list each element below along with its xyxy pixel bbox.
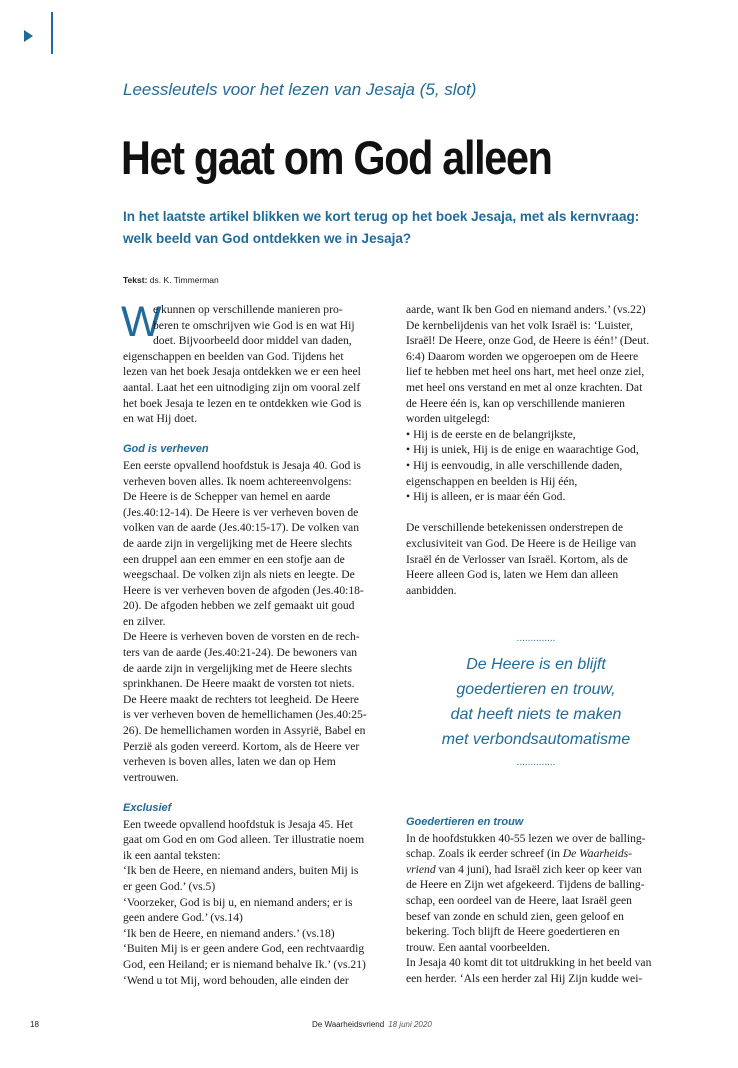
body-line: Perzië als goden vereerd. Kortom, als de Heere ver: [123, 739, 360, 753]
body-line: eigenschappen en beelden van God. Tijdens het: [123, 349, 344, 363]
intro-line: In het laatste artikel blikken we kort terug op het boek Jesaja, met als kernvraag:: [123, 209, 640, 224]
body-line: [406, 862, 668, 878]
subheading-goedertieren-en-trouw: Goedertieren en trouw: [406, 816, 524, 828]
body-line: lief te hebben met heel ons hart, met heel onze ziel,: [406, 365, 645, 379]
bullet-item: • Hij is de eerste en de belangrijkste,: [406, 427, 668, 443]
bullet-item: • Hij is eenvoudig, in alle verschillende daden,: [406, 458, 668, 474]
body-line: met heel ons verstand en met al onze krachten. Dat: [406, 380, 643, 394]
body-line: geen andere God.’ (vs.14): [123, 911, 243, 925]
body-line: verheven is boven alles, laten we dan op Hem: [123, 755, 336, 769]
series-kicker: Leessleutels voor het lezen van Jesaja (5, slot): [123, 80, 477, 99]
body-line: schap, een oordeel van de Heere, laat Israël geen: [406, 893, 632, 907]
intro-line: welk beeld van God ontdekken we in Jesaja?: [123, 231, 412, 246]
body-line: verheven boven alles. Ik noem achtereenvolgens:: [123, 474, 352, 488]
section-marker-triangle-icon: [24, 30, 33, 42]
body-line: Heere alleen God is, laten we Hem dan alleen: [406, 568, 619, 582]
body-line: 20). De afgoden hebben we zelf gemaakt uit goud: [123, 599, 355, 613]
body-line: er geen God.’ (vs.5): [123, 879, 216, 893]
body-line: lezen van het boek Jesaja ontdekken we er een heel: [123, 365, 361, 379]
magazine-reference-cont: vriend: [406, 862, 436, 876]
magazine-name: De Waarheidsvriend: [312, 1020, 385, 1029]
body-line: [406, 846, 668, 862]
byline: [123, 275, 219, 285]
section-marker-line: [51, 12, 53, 54]
body-line: aanbidden.: [406, 583, 457, 597]
subheading-exclusief: Exclusief: [123, 802, 172, 814]
pull-quote-line: goedertieren en trouw,: [456, 681, 616, 698]
body-line: e kunnen op verschillende manieren pro-: [153, 303, 343, 316]
body-line: is ver verheven boven de hemellichamen (Jes.40:25-: [123, 708, 367, 722]
byline-author: ds. K. Timmerman: [149, 275, 219, 285]
body-line: Een eerste opvallend hoofdstuk is Jesaja 40. God is: [123, 458, 361, 472]
body-line: De verschillende betekenissen onderstrepen de: [406, 521, 623, 535]
body-line: ik een aantal teksten:: [123, 848, 221, 862]
body-line: aarde, want Ik ben God en niemand anders.’ (vs.22): [406, 303, 646, 316]
body-line: (Jes.40:12-14). De Heere is ver verheven boven de: [123, 505, 359, 519]
article-title: Het gaat om God alleen: [121, 131, 552, 184]
body-line: exclusiviteit van God. De Heere is de Heilige van: [406, 536, 637, 550]
body-line: en zilver.: [123, 614, 166, 628]
body-line: ters van de aarde (Jes.40:21-24). De bewoners van: [123, 646, 358, 660]
drop-cap: W: [121, 298, 162, 346]
body-line: sprinkhanen. De Heere maakt de vorsten tot niets.: [123, 677, 355, 691]
body-line: aantal. Laat het een uitnodiging zijn om vooral zelf: [123, 380, 361, 394]
subheading-god-is-verheven: God is verheven: [123, 443, 209, 456]
issue-date: 18 juni 2020: [388, 1020, 432, 1029]
body-line: doet. Bijvoorbeeld door middel van daden,: [153, 334, 352, 348]
body-line: De kernbelijdenis van het volk Israël is: ‘Luister,: [406, 318, 633, 332]
bullet-item: • Hij is alleen, er is maar één God.: [406, 489, 668, 505]
body-line: trouw. Een aantal voorbeelden.: [406, 940, 550, 954]
body-line: besef van zonde en schuld zien, geen geloof en: [406, 909, 624, 923]
body-line: ‘Voorzeker, God is bij u, en niemand anders; er is: [123, 895, 353, 909]
body-line: ‘Buiten Mij is er geen andere God, een rechtvaardig: [123, 942, 365, 956]
body-line: Heere is ver verheven boven de afgoden (Jes.40:18-: [123, 583, 364, 597]
pull-quote-line: dat heeft niets te maken: [450, 706, 622, 723]
text-column-right-lower: [406, 815, 668, 987]
body-line: een herder. ‘Als een herder zal Hij Zijn kudde wei-: [406, 971, 643, 985]
body-line: volken van de aarde (Jes.40:15-17). De volken van: [123, 521, 359, 535]
body-text: van 4 juni), had Israël zich keer op keer van: [435, 862, 642, 876]
body-line: 26). De hemellichamen worden in Assyrië, Babel en: [123, 724, 366, 738]
text-column-right: [406, 302, 668, 598]
body-line: De Heere maakt de rechters tot leegheid. De Heere: [123, 692, 359, 706]
body-line: De Heere is de Schepper van hemel en aarde: [123, 490, 331, 504]
body-line: 6:4) Daarom worden we opgeroepen om de Heere: [406, 349, 639, 363]
body-line: weegschaal. De volken zijn als niets en leegte. De: [123, 568, 355, 582]
page-number: 18: [30, 1020, 39, 1029]
magazine-footer: [312, 1020, 432, 1029]
body-line: ‘Wend u tot Mij, word behouden, alle einden der: [123, 973, 349, 987]
body-line: Israël! De Heere, onze God, de Heere is één!’ (Deut.: [406, 334, 650, 348]
body-line: de Heere en Zijn wet afgekeerd. Tijdens de balling-: [406, 878, 645, 892]
body-line: vertrouwen.: [123, 770, 179, 784]
body-line: beren te omschrijven wie God is en wat Hij: [153, 318, 355, 332]
body-line: de aarde zijn in vergelijking met de Heere slechts: [123, 536, 352, 550]
pull-quote-line: met verbondsautomatisme: [441, 731, 631, 748]
body-line: Een tweede opvallend hoofdstuk is Jesaja 45. Het: [123, 817, 353, 831]
body-line: gaat om God en om God alleen. Ter illustratie noem: [123, 833, 365, 847]
pull-quote-dots-bottom: ..............: [516, 757, 556, 768]
body-line: worden uitgelegd:: [406, 412, 491, 426]
body-line: een druppel aan een emmer en een stofje aan de: [123, 552, 345, 566]
byline-label: Tekst:: [123, 275, 148, 285]
body-line: De Heere is verheven boven de vorsten en de rech-: [123, 630, 360, 644]
body-line: ‘Ik ben de Heere, en niemand anders, buiten Mij is: [123, 864, 359, 878]
body-line: In Jesaja 40 komt dit tot uitdrukking in het beeld van: [406, 956, 652, 970]
body-line: het boek Jesaja te lezen en te ontdekken wie God is: [123, 396, 362, 410]
body-line: In de hoofdstukken 40-55 lezen we over de balling-: [406, 831, 646, 845]
body-line: ‘Ik ben de Heere, en niemand anders.’ (vs.18): [123, 926, 335, 940]
body-line: God, een Heiland; er is niemand behalve Ik.’ (vs.21): [123, 957, 366, 971]
magazine-reference: De Waarheids-: [562, 847, 633, 861]
pull-quote-dots-top: ..............: [516, 633, 556, 644]
body-line: Israël én de Verlosser van Israël. Kortom, als de: [406, 552, 628, 566]
body-line: de Heere één is, kan op verschillende manieren: [406, 396, 625, 410]
pull-quote: [420, 632, 652, 770]
body-line: bekering. Toch blijft de Heere goedertieren en: [406, 925, 620, 939]
article-intro: [123, 206, 640, 250]
body-text: schap. Zoals ik eerder schreef (in: [406, 847, 563, 861]
body-line: en wat Hij doet.: [123, 412, 198, 426]
bullet-continuation: eigenschappen en beelden is Hij één,: [406, 474, 578, 488]
pull-quote-line: De Heere is en blijft: [466, 656, 606, 673]
body-line: de aarde zijn in vergelijking met de Heere slechts: [123, 661, 352, 675]
text-column-left: [121, 298, 385, 988]
bullet-item: • Hij is uniek, Hij is de enige en waarachtige God,: [406, 442, 668, 458]
